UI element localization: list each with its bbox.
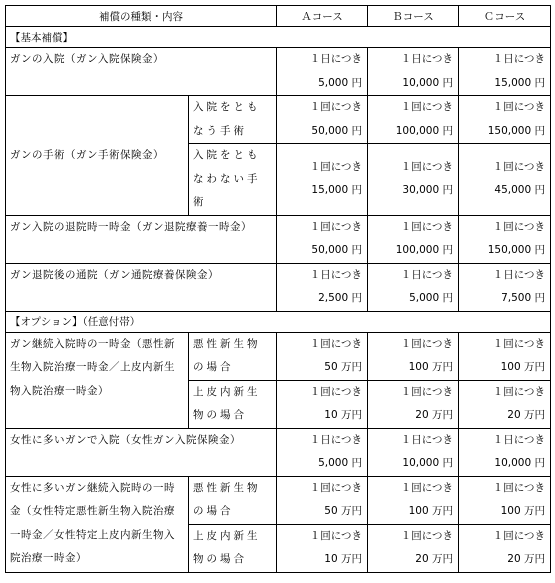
header-row	[6, 6, 551, 27]
value-cell	[459, 380, 551, 428]
value-unit: １回につき	[400, 529, 453, 542]
header-item: 補償の種類・内容	[6, 6, 277, 27]
value-cell	[459, 332, 551, 380]
value-amount: 5,000 円	[409, 292, 453, 304]
row-label: ガンの入院（ガン入院保険金）	[6, 48, 277, 96]
value-unit: １回につき	[492, 481, 545, 494]
value-unit: １回につき	[309, 101, 362, 113]
value-amount: 100,000 円	[395, 124, 453, 137]
value-cell	[459, 48, 551, 96]
value-unit: １日につき	[492, 433, 545, 446]
value-amount: 10 万円	[324, 553, 362, 565]
value-unit: １回につき	[492, 101, 545, 113]
value-amount: 100 万円	[408, 361, 453, 373]
value-cell	[368, 48, 459, 96]
value-amount: 10,000 円	[494, 457, 545, 469]
value-cell	[368, 380, 459, 428]
header-course-c: Ｃコース	[459, 6, 551, 27]
value-cell	[277, 524, 368, 572]
value-cell	[368, 96, 459, 144]
value-amount: 5,000 円	[318, 457, 362, 469]
row-label: ガン入院の退院時一時金（ガン退院療養一時金）	[6, 215, 277, 263]
value-cell	[459, 428, 551, 476]
value-amount: 20 万円	[507, 409, 545, 421]
coverage-table	[5, 5, 551, 573]
section-option: 【オプション】（任意付帯）	[6, 311, 551, 332]
value-cell	[459, 144, 551, 216]
value-cell	[368, 524, 459, 572]
value-unit: １日につき	[492, 268, 545, 281]
value-amount: 50 万円	[324, 361, 362, 373]
value-cell	[368, 144, 459, 216]
value-unit: １回につき	[492, 160, 545, 173]
value-cell	[368, 263, 459, 311]
table-row	[6, 48, 551, 96]
value-unit: １日につき	[400, 53, 453, 65]
value-cell	[459, 96, 551, 144]
value-cell	[459, 215, 551, 263]
value-unit: １日につき	[309, 268, 362, 281]
table-row	[6, 332, 551, 380]
value-unit: １日につき	[400, 268, 453, 281]
sub-label: 悪性新生物の場合	[189, 476, 277, 524]
value-amount: 20 万円	[415, 409, 453, 421]
value-unit: １日につき	[492, 53, 545, 65]
value-amount: 150,000 円	[487, 124, 545, 137]
value-unit: １回につき	[309, 385, 362, 398]
value-amount: 100 万円	[500, 361, 545, 373]
value-amount: 20 万円	[507, 553, 545, 565]
row-label: ガン継続入院時の一時金（悪性新生物入院治療一時金／上皮内新生物入院治療一時金）	[6, 332, 189, 428]
table-row	[6, 476, 551, 524]
value-unit: １回につき	[492, 337, 545, 350]
value-unit: １回につき	[309, 529, 362, 542]
value-amount: 100 万円	[408, 505, 453, 517]
value-amount: 2,500 円	[318, 292, 362, 304]
value-cell	[368, 428, 459, 476]
value-cell	[277, 380, 368, 428]
value-amount: 50 万円	[324, 505, 362, 517]
value-amount: 100 万円	[500, 505, 545, 517]
value-unit: １回につき	[400, 160, 453, 173]
row-label: ガンの手術（ガン手術保険金）	[6, 96, 189, 216]
value-amount: 45,000 円	[494, 184, 545, 197]
value-unit: １回につき	[400, 385, 453, 398]
value-unit: １回につき	[400, 337, 453, 350]
value-cell	[459, 524, 551, 572]
value-amount: 10,000 円	[402, 457, 453, 469]
value-amount: 10 万円	[324, 409, 362, 421]
value-unit: １回につき	[309, 220, 362, 233]
value-unit: １回につき	[309, 160, 362, 173]
value-amount: 30,000 円	[402, 184, 453, 197]
value-amount: 10,000 円	[402, 76, 453, 89]
sub-label: 上皮内新生物の場合	[189, 380, 277, 428]
value-unit: １日につき	[309, 53, 362, 65]
value-cell	[368, 332, 459, 380]
value-amount: 150,000 円	[487, 244, 545, 256]
value-cell	[277, 332, 368, 380]
value-unit: １回につき	[492, 385, 545, 398]
value-amount: 100,000 円	[395, 244, 453, 256]
value-unit: １回につき	[309, 481, 362, 494]
table-row	[6, 96, 551, 144]
value-amount: 50,000 円	[311, 244, 362, 256]
sub-label: 上皮内新生物の場合	[189, 524, 277, 572]
table-row	[6, 263, 551, 311]
value-cell	[277, 144, 368, 216]
value-unit: １回につき	[492, 220, 545, 233]
value-amount: 7,500 円	[501, 292, 545, 304]
sub-label: 入院をともなう手術	[189, 96, 277, 144]
value-unit: １回につき	[400, 481, 453, 494]
value-amount: 5,000 円	[318, 76, 362, 89]
section-row	[6, 311, 551, 332]
value-unit: １日につき	[309, 433, 362, 446]
sub-label: 悪性新生物の場合	[189, 332, 277, 380]
section-row	[6, 27, 551, 48]
value-cell	[277, 263, 368, 311]
value-cell	[368, 476, 459, 524]
value-cell	[459, 476, 551, 524]
value-unit: １回につき	[400, 220, 453, 233]
sub-label: 入院をともなわない手術	[189, 144, 277, 216]
row-label: 女性に多いガン継続入院時の一時金（女性特定悪性新生物入院治療一時金／女性特定上皮内新生物入院治療一時金）	[6, 476, 189, 572]
value-cell	[277, 96, 368, 144]
row-label: 女性に多いガンで入院（女性ガン入院保険金）	[6, 428, 277, 476]
value-cell	[277, 476, 368, 524]
value-amount: 20 万円	[415, 553, 453, 565]
value-unit: １回につき	[309, 337, 362, 350]
section-basic: 【基本補償】	[6, 27, 551, 48]
value-cell	[277, 215, 368, 263]
value-unit: １回につき	[400, 101, 453, 113]
value-amount: 15,000 円	[311, 184, 362, 197]
value-amount: 15,000 円	[494, 76, 545, 89]
value-cell	[459, 263, 551, 311]
header-course-a: Ａコース	[277, 6, 368, 27]
table-row	[6, 428, 551, 476]
header-course-b: Ｂコース	[368, 6, 459, 27]
table-row	[6, 215, 551, 263]
value-amount: 50,000 円	[311, 124, 362, 137]
value-unit: １日につき	[400, 433, 453, 446]
value-unit: １回につき	[492, 529, 545, 542]
row-label: ガン退院後の通院（ガン通院療養保険金）	[6, 263, 277, 311]
value-cell	[277, 428, 368, 476]
value-cell	[277, 48, 368, 96]
value-cell	[368, 215, 459, 263]
